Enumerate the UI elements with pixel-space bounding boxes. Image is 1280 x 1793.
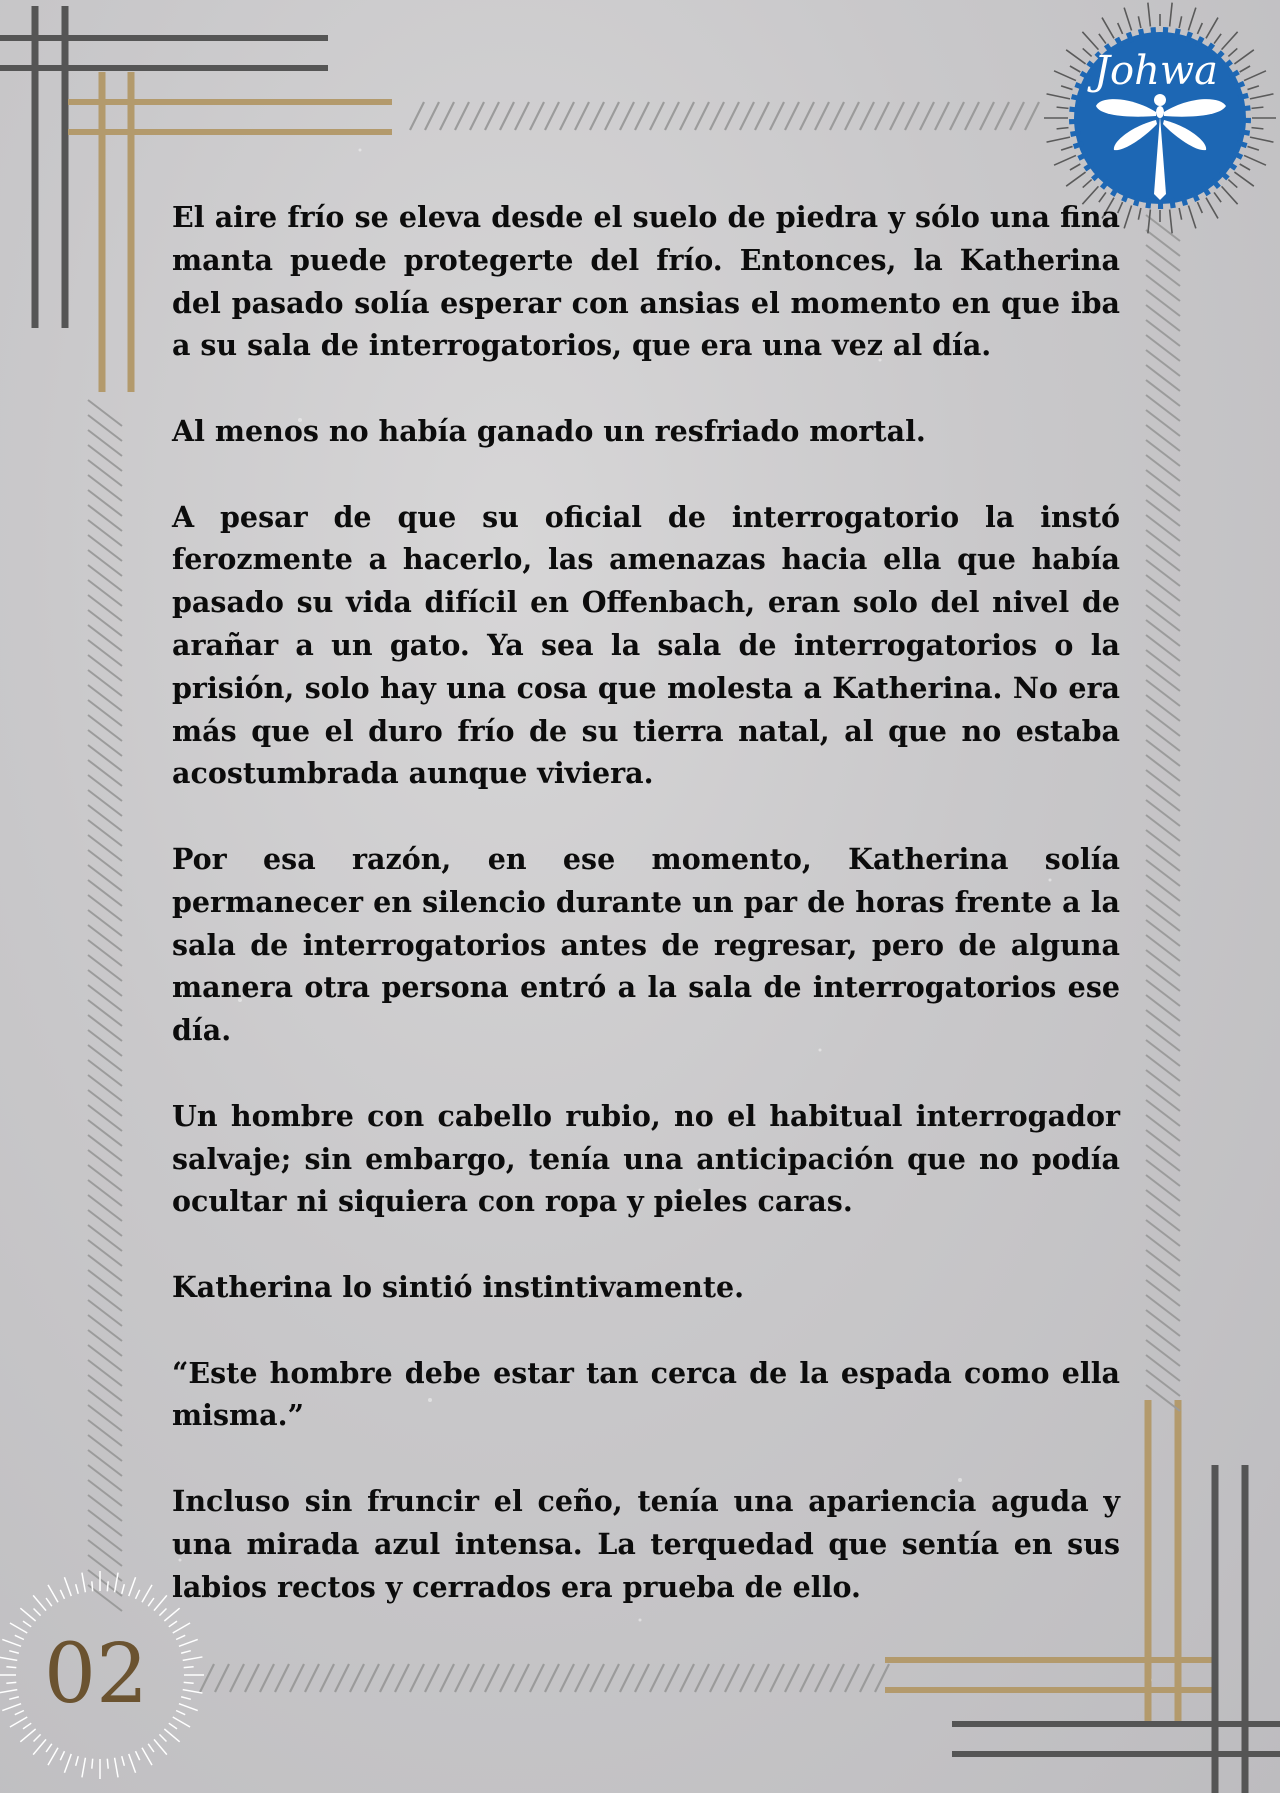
page-number: 02 [43,1627,149,1722]
paragraph: “Este hombre debe estar tan cerca de la espada como ella misma.” [172,1355,1120,1433]
hatched-border-top [410,102,1039,130]
paragraph: A pesar de que su oficial de interrogatorio la instó ferozmente a hacerlo, las amenazas hacia ella que había pasado su vida difícil en Offenbach, eran solo del nivel de arañar a un gato. Ya sea la sala de interrogatorios o la prisión, solo hay una cosa que molesta a Katherina. No era más que el duro frío de su tierra natal, al que no estaba acostumbrada aunque viviera. [172,499,1120,791]
paragraph: Por esa razón, en ese momento, Katherina solía permanecer en silencio durante un par de horas frente a la sala de interrogatorios antes de regresar, pero de alguna manera otra persona entró a la sala de interrogatorios ese día. [172,841,1120,1048]
hatched-border-right [1146,215,1180,1411]
logo-text: Johwa [1094,48,1218,94]
body-text [172,196,1120,1651]
paragraph: El aire frío se eleva desde el suelo de piedra y sólo una fina manta puede protegerte del frío. Entonces, la Katherina del pasado solía esperar con ansias el momento en que iba a su sala de interrogatorios, que era una vez al día. [172,200,1120,363]
hatched-border-bottom [200,1664,889,1692]
paragraph: Incluso sin fruncir el ceño, tenía una apariencia aguda y una mirada azul intensa. La terquedad que sentía en sus labios rectos y cerrados era prueba de ello. [172,1483,1120,1604]
paragraph: Al menos no había ganado un resfriado mortal. [172,413,926,448]
hatched-border-left [88,400,122,1611]
paragraph: Un hombre con cabello rubio, no el habitual interrogador salvaje; sin embargo, tenía una anticipación que no podía ocultar ni siquiera con ropa y pieles caras. [172,1098,1120,1219]
paragraph: Katherina lo sintió instintivamente. [172,1269,745,1304]
